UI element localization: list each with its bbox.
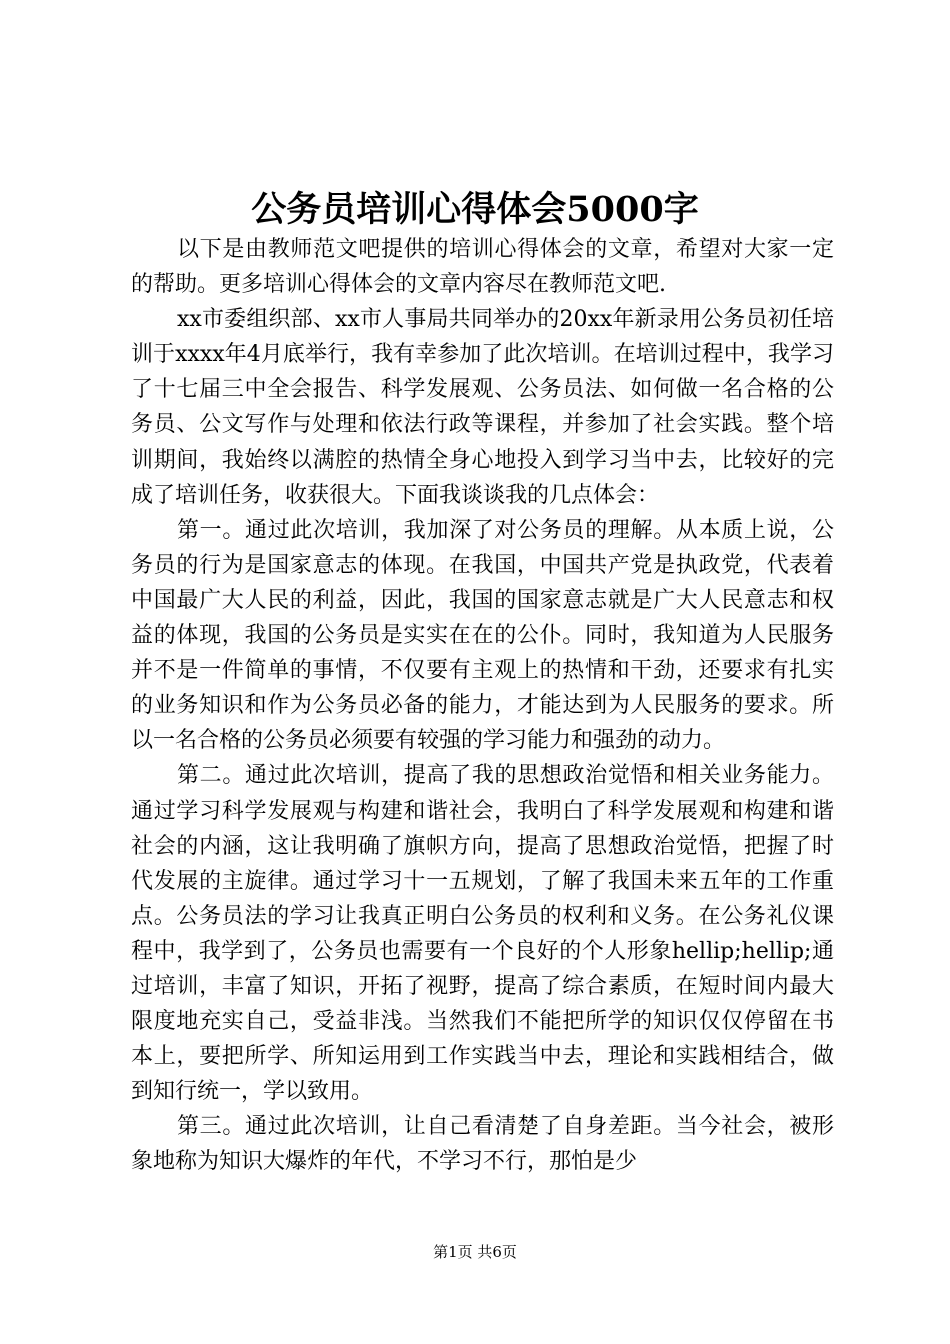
document-title: 公务员培训心得体会5000字 bbox=[251, 189, 699, 230]
paragraph-point-three: 第三。通过此次培训，让自己看清楚了自身差距。当今社会，被形象地称为知识大爆炸的年代，不学习不行，那怕是少 bbox=[131, 1114, 834, 1175]
page-number-footer: 第1页 共6页 bbox=[433, 1243, 517, 1261]
paragraph-point-one: 第一。通过此次培训，我加深了对公务员的理解。从本质上说，公务员的行为是国家意志的体现。在我国，中国共产党是执政党，代表着中国最广大人民的利益，因此，我国的国家意志就是广大人民意志和权益的体现，我国的公务员是实实在在的公仆。同时，我知道为人民服务并不是一件简单的事情，不仅要有主观上的热情和干劲，还要求有扎实的业务知识和作为公务员必备的能力，才能达到为人民服务的要求。所以一名合格的公务员必须要有较强的学习能力和强劲的动力。 bbox=[131, 517, 834, 754]
document-body bbox=[131, 232, 834, 1180]
paragraph-background: xx市委组织部、xx市人事局共同举办的20xx年新录用公务员初任培训于xxxx年4月底举行，我有幸参加了此次培训。在培训过程中，我学习了十七届三中全会报告、科学发展观、公务员法、如何做一名合格的公务员、公文写作与处理和依法行政等课程，并参加了社会实践。整个培训期间，我始终以满腔的热情全身心地投入到学习当中去，比较好的完成了培训任务，收获很大。下面我谈谈我的几点体会： bbox=[131, 307, 834, 508]
paragraph-point-two: 第二。通过此次培训，提高了我的思想政治觉悟和相关业务能力。通过学习科学发展观与构建和谐社会，我明白了科学发展观和构建和谐社会的内涵，这让我明确了旗帜方向，提高了思想政治觉悟，把握了时代发展的主旋律。通过学习十一五规划，了解了我国未来五年的工作重点。公务员法的学习让我真正明白公务员的权利和义务。在公务礼仪课程中，我学到了，公务员也需要有一个良好的个人形象hellip;hellip;通过培训，丰富了知识，开拓了视野，提高了综合素质，在短时间内最大限度地充实自己，受益非浅。当然我们不能把所学的知识仅仅停留在书本上，要把所学、所知运用到工作实践当中去，理论和实践相结合，做到知行统一，学以致用。 bbox=[131, 763, 834, 1105]
paragraph-intro: 以下是由教师范文吧提供的培训心得体会的文章，希望对大家一定的帮助。更多培训心得体会的文章内容尽在教师范文吧. bbox=[131, 237, 834, 298]
